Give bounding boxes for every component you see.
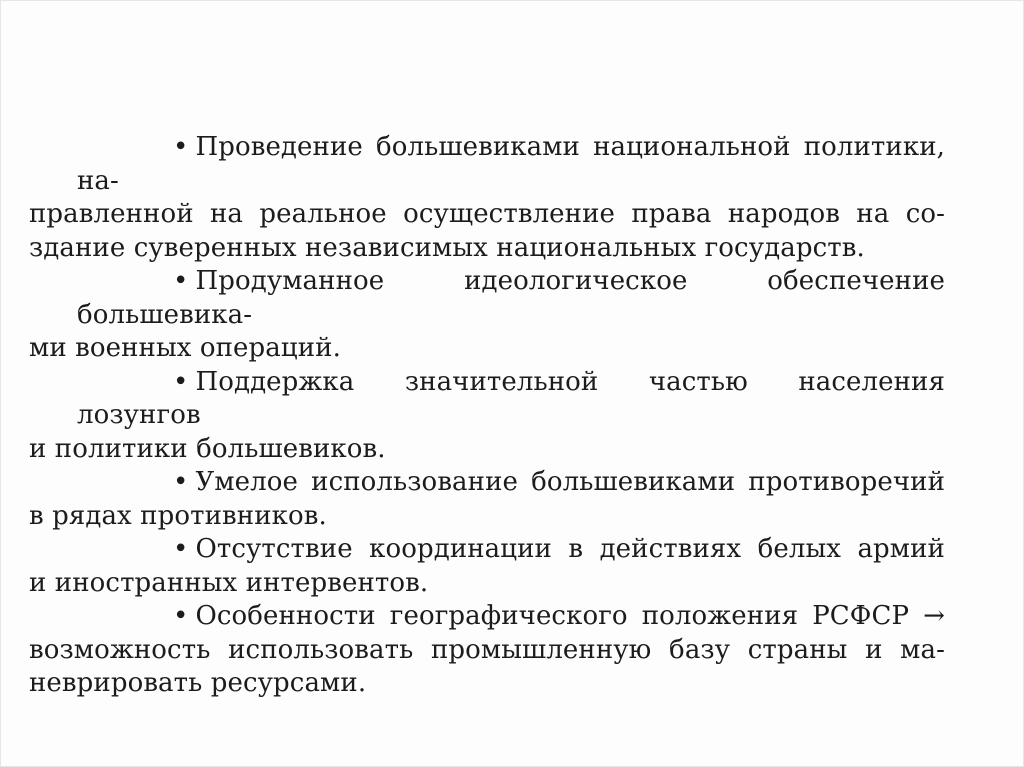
paragraph-line: правленной на реальное осуществление права народов на со- [29,199,945,229]
bullet-paragraph-3 [29,366,945,467]
bullet-paragraph-1 [29,131,945,265]
bullet-icon: • [173,534,189,564]
paragraph-line: и иностранных интервентов. [29,567,429,598]
paragraph-line: • Проведение большевиками национальной политики, на- [77,132,945,196]
bullet-paragraph-6 [29,600,945,701]
paragraph-line: ми военных операций. [29,333,341,363]
bullet-text-block [29,131,945,701]
paragraph-line: • Отсутствие координации в действиях белых армий [77,533,945,567]
bullet-paragraph-2 [29,265,945,366]
bullet-icon: • [173,467,189,497]
paragraph-line: неврировать ресурсами. [29,668,367,698]
paragraph-line: возможность использовать промышленную базу страны и ма- [29,634,945,665]
bullet-paragraph-4 [29,466,945,533]
bullet-paragraph-5 [29,533,945,600]
paragraph-line: здание суверенных независимых национальных государств. [29,232,865,263]
paragraph-line: • Продуманное идеологическое обеспечение большевика- [77,266,945,330]
paragraph-line: • Поддержка значительной частью населения лозунгов [77,366,945,430]
paragraph-line: • Умелое использование большевиками противоречий [77,466,945,500]
bullet-icon: • [173,266,189,296]
bullet-icon: • [173,366,189,397]
paragraph-line: в рядах противников. [29,500,327,531]
bullet-icon: • [173,601,189,631]
paragraph-line: • Особенности географического положения РСФСР → [77,600,945,634]
bullet-icon: • [173,132,189,162]
paragraph-line: и политики большевиков. [29,433,386,464]
